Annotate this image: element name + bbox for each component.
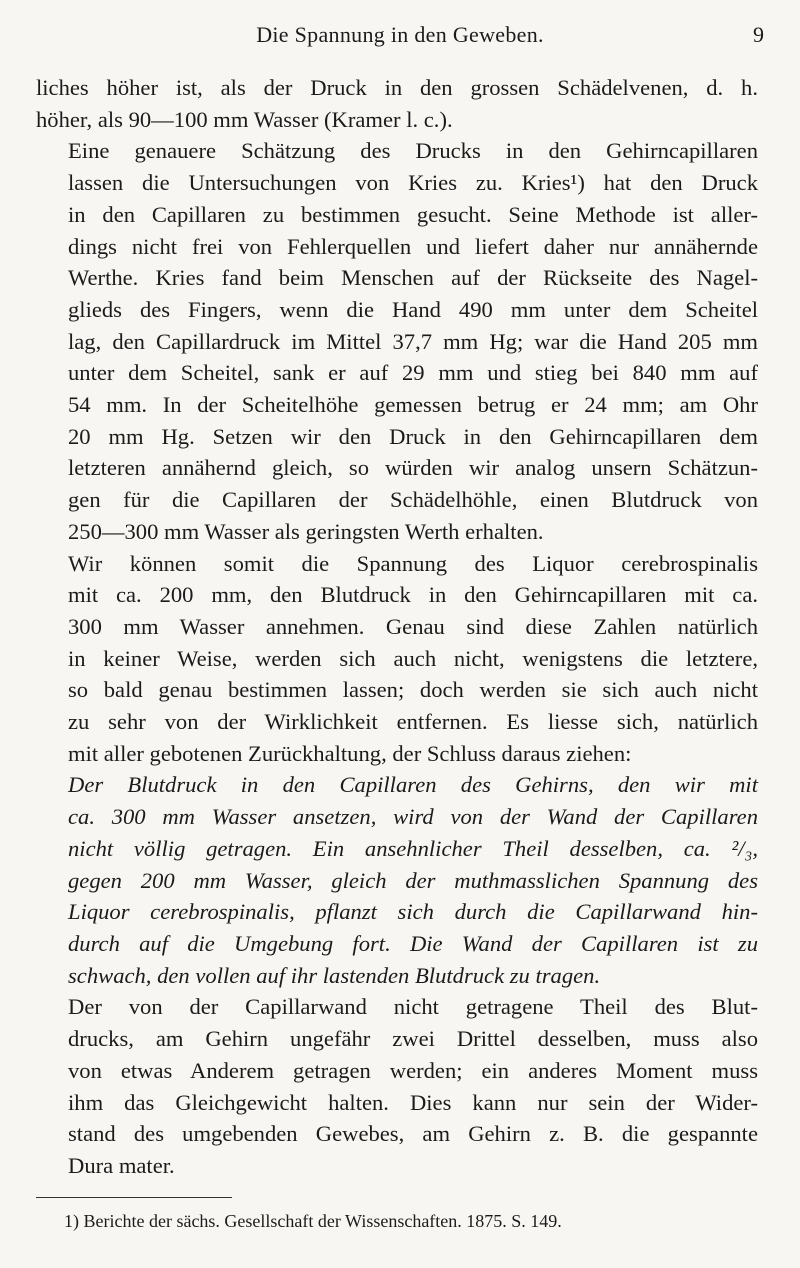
- text-line: nicht völlig getragen. Ein ansehnlicher Theil desselben, ca. ²/₃,: [68, 835, 758, 861]
- text-line: Dura mater.: [68, 1152, 175, 1178]
- text-line: Der Blutdruck in den Capillaren des Gehirns, den wir mit: [68, 772, 758, 798]
- footnote: 1) Berichte der sächs. Gesellschaft der Wissenschaften. 1875. S. 149.: [64, 1211, 562, 1231]
- running-title: Die Spannung in den Geweben.: [256, 22, 544, 47]
- text-line: Werthe. Kries fand beim Menschen auf der Rückseite des Nagel-: [68, 265, 758, 291]
- text-line: durch auf die Umgebung fort. Die Wand der Capillaren ist zu: [68, 930, 758, 956]
- text-line: dings nicht frei von Fehlerquellen und liefert daher nur annähernde: [68, 233, 758, 259]
- text-line: ca. 300 mm Wasser ansetzen, wird von der Wand der Capillaren: [68, 804, 758, 830]
- running-header: [36, 22, 764, 52]
- text-line: lassen die Untersuchungen von Kries zu. Kries¹) hat den Druck: [68, 170, 758, 196]
- paragraph: [36, 135, 758, 547]
- text-line: drucks, am Gehirn ungefähr zwei Drittel desselben, muss also: [68, 1026, 758, 1052]
- footnote-rule: [36, 1197, 232, 1198]
- text-line: in keiner Weise, werden sich auch nicht, wenigstens die letztere,: [68, 645, 758, 671]
- text-line: liches höher ist, als der Druck in den grossen Schädelvenen, d. h.: [36, 75, 758, 100]
- text-line: gegen 200 mm Wasser, gleich der muthmasslichen Spannung des: [68, 867, 758, 893]
- paragraph: [36, 769, 758, 991]
- text-line: stand des umgebenden Gewebes, am Gehirn z. B. die gespannte: [68, 1121, 758, 1147]
- text-line: zu sehr von der Wirklichkeit entfernen. Es liesse sich, natürlich: [68, 709, 758, 735]
- text-line: Wir können somit die Spannung des Liquor cerebrospinalis: [68, 550, 758, 576]
- text-line: in den Capillaren zu bestimmen gesucht. Seine Methode ist aller-: [68, 201, 758, 227]
- text-line: lag, den Capillardruck im Mittel 37,7 mm Hg; war die Hand 205 mm: [68, 328, 758, 354]
- text-line: glieds des Fingers, wenn die Hand 490 mm unter dem Scheitel: [68, 296, 758, 322]
- text-line: höher, als 90—100 mm Wasser (Kramer l. c.).: [36, 106, 453, 132]
- text-line: Der von der Capillarwand nicht getragene Theil des Blut-: [68, 994, 758, 1020]
- text-line: letzteren annähernd gleich, so würden wir analog unsern Schätzun-: [68, 455, 758, 481]
- text-line: Eine genauere Schätzung des Drucks in den Gehirncapillaren: [68, 138, 758, 164]
- text-line: mit aller gebotenen Zurückhaltung, der Schluss daraus ziehen:: [68, 740, 632, 766]
- text-line: 250—300 mm Wasser als geringsten Werth erhalten.: [68, 518, 544, 544]
- paragraph: [36, 548, 758, 770]
- text-line: gen für die Capillaren der Schädelhöhle, einen Blutdruck von: [68, 487, 758, 513]
- paragraph: [36, 72, 758, 135]
- text-line: Liquor cerebrospinalis, pflanzt sich durch die Capillarwand hin-: [68, 899, 758, 925]
- text-line: 300 mm Wasser annehmen. Genau sind diese Zahlen natürlich: [68, 613, 758, 639]
- text-line: so bald genau bestimmen lassen; doch werden sie sich auch nicht: [68, 677, 758, 703]
- text-line: schwach, den vollen auf ihr lastenden Blutdruck zu tragen.: [68, 962, 601, 988]
- text-line: ihm das Gleichgewicht halten. Dies kann nur sein der Wider-: [68, 1089, 758, 1115]
- text-line: von etwas Anderem getragen werden; ein anderes Moment muss: [68, 1057, 758, 1083]
- text-line: 20 mm Hg. Setzen wir den Druck in den Gehirncapillaren dem: [68, 423, 758, 449]
- body-text: [36, 72, 758, 1182]
- paragraph: [36, 991, 758, 1181]
- text-line: unter dem Scheitel, sank er auf 29 mm und stieg bei 840 mm auf: [68, 360, 758, 386]
- page-number: 9: [753, 22, 764, 47]
- text-line: mit ca. 200 mm, den Blutdruck in den Gehirncapillaren mit ca.: [68, 582, 758, 608]
- text-line: 54 mm. In der Scheitelhöhe gemessen betrug er 24 mm; am Ohr: [68, 392, 758, 418]
